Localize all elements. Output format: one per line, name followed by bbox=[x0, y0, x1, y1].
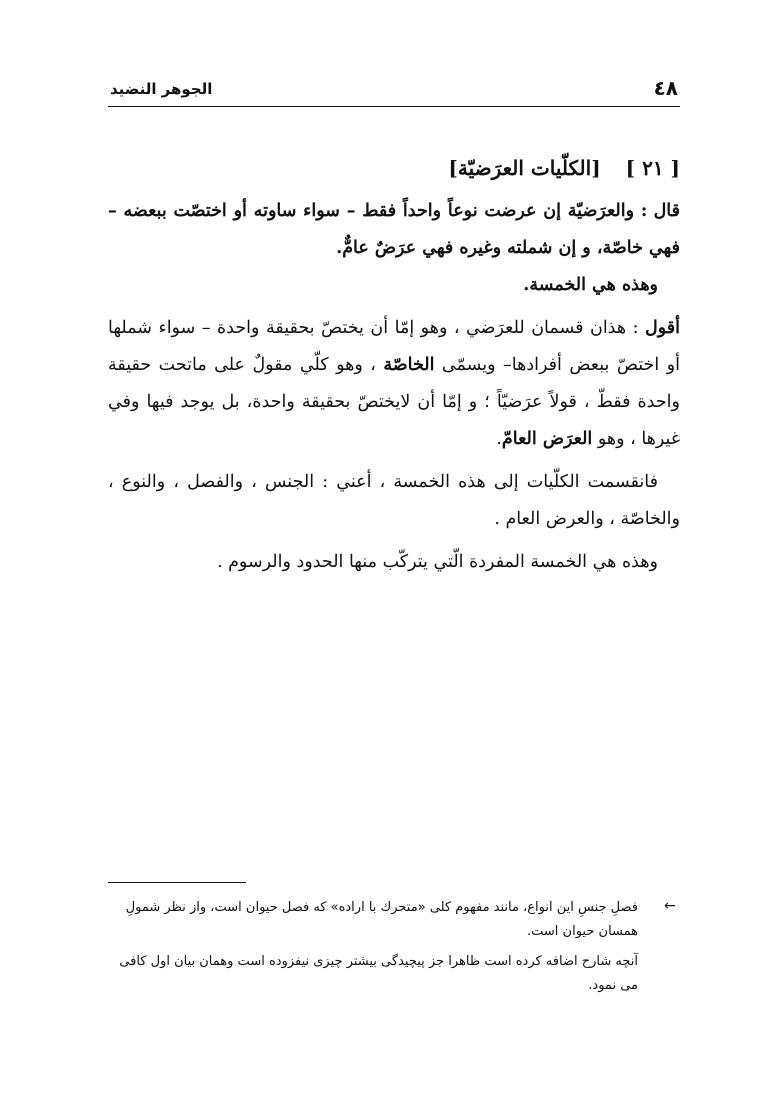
aqulu-text-2: ، وهو كلّي مقولٌ على ماتحت حقيقة واحدة فقطّ ، قولاً عرَضيّاً ؛ و إمّا أن لايختصّ بحقيقة واحدة، بل يوجد فيها وفي غيرها ، وهو bbox=[108, 355, 680, 449]
qala-lead: قال bbox=[653, 201, 680, 221]
aqulu-bold-2: العرَض العامّ bbox=[501, 429, 593, 449]
footnote-2: آنچه شارح اضافه کرده است ظاهرا جز پیچیدگی بیشتر چیزی نیفزوده است وهمان بیان اول کافی می نمود. bbox=[119, 954, 638, 993]
aqulu-text-3: . bbox=[496, 429, 502, 449]
footnote-arrow-icon: ← bbox=[664, 898, 676, 914]
section-heading bbox=[108, 150, 680, 187]
footnote-divider bbox=[108, 882, 246, 883]
qala-paragraph bbox=[108, 193, 680, 267]
aqulu-bold-1: الخاصّة bbox=[383, 355, 435, 375]
page-number: ٤٨ bbox=[653, 76, 678, 100]
qala-end-paragraph bbox=[108, 267, 680, 304]
section-title: [الكلّيات العرَضيّة] bbox=[448, 156, 601, 180]
qala-text: : والعرَضيّة إن عرضت نوعاً واحداً فقط – سواء ساوته أو اختصّت ببعضه – فهي خاصّة، و إن شملته وغيره فهي عرَضٌ عامٌّ. bbox=[108, 201, 680, 258]
main-text bbox=[108, 150, 680, 581]
qala-end: وهذه هي الخمسة. bbox=[523, 275, 658, 295]
aqulu-text-1: : هذان قسمان للعرَضي ، وهو إمّا أن يختصّ بحقيقة واحدة – سواء شملها أو اختصّ ببعض أفرادها– ويسمّى bbox=[108, 318, 680, 375]
aqulu-paragraph bbox=[108, 310, 680, 458]
page-header bbox=[108, 70, 680, 107]
section-number: [ ٢١ ] bbox=[625, 156, 680, 180]
division-paragraph: فانقسمت الكلّيات إلى هذه الخمسة ، أعني : الجنس ، والفصل ، والنوع ، والخاصّة ، والعرض العام . bbox=[108, 472, 680, 529]
footnote-1: فصلِ جنسِ این انواع، مانند مفهوم کلی «متحرك با اراده» که فصل حیوان است، واز نظر شمولِ همسان حیوان است. bbox=[125, 900, 638, 939]
footnotes bbox=[108, 896, 638, 1004]
running-title: الجوهر النضيد bbox=[110, 80, 213, 98]
aqulu-lead: أقول bbox=[645, 318, 680, 338]
closing-paragraph: وهذه هي الخمسة المفردة الّتي يتركّب منها الحدود والرسوم . bbox=[216, 552, 658, 572]
